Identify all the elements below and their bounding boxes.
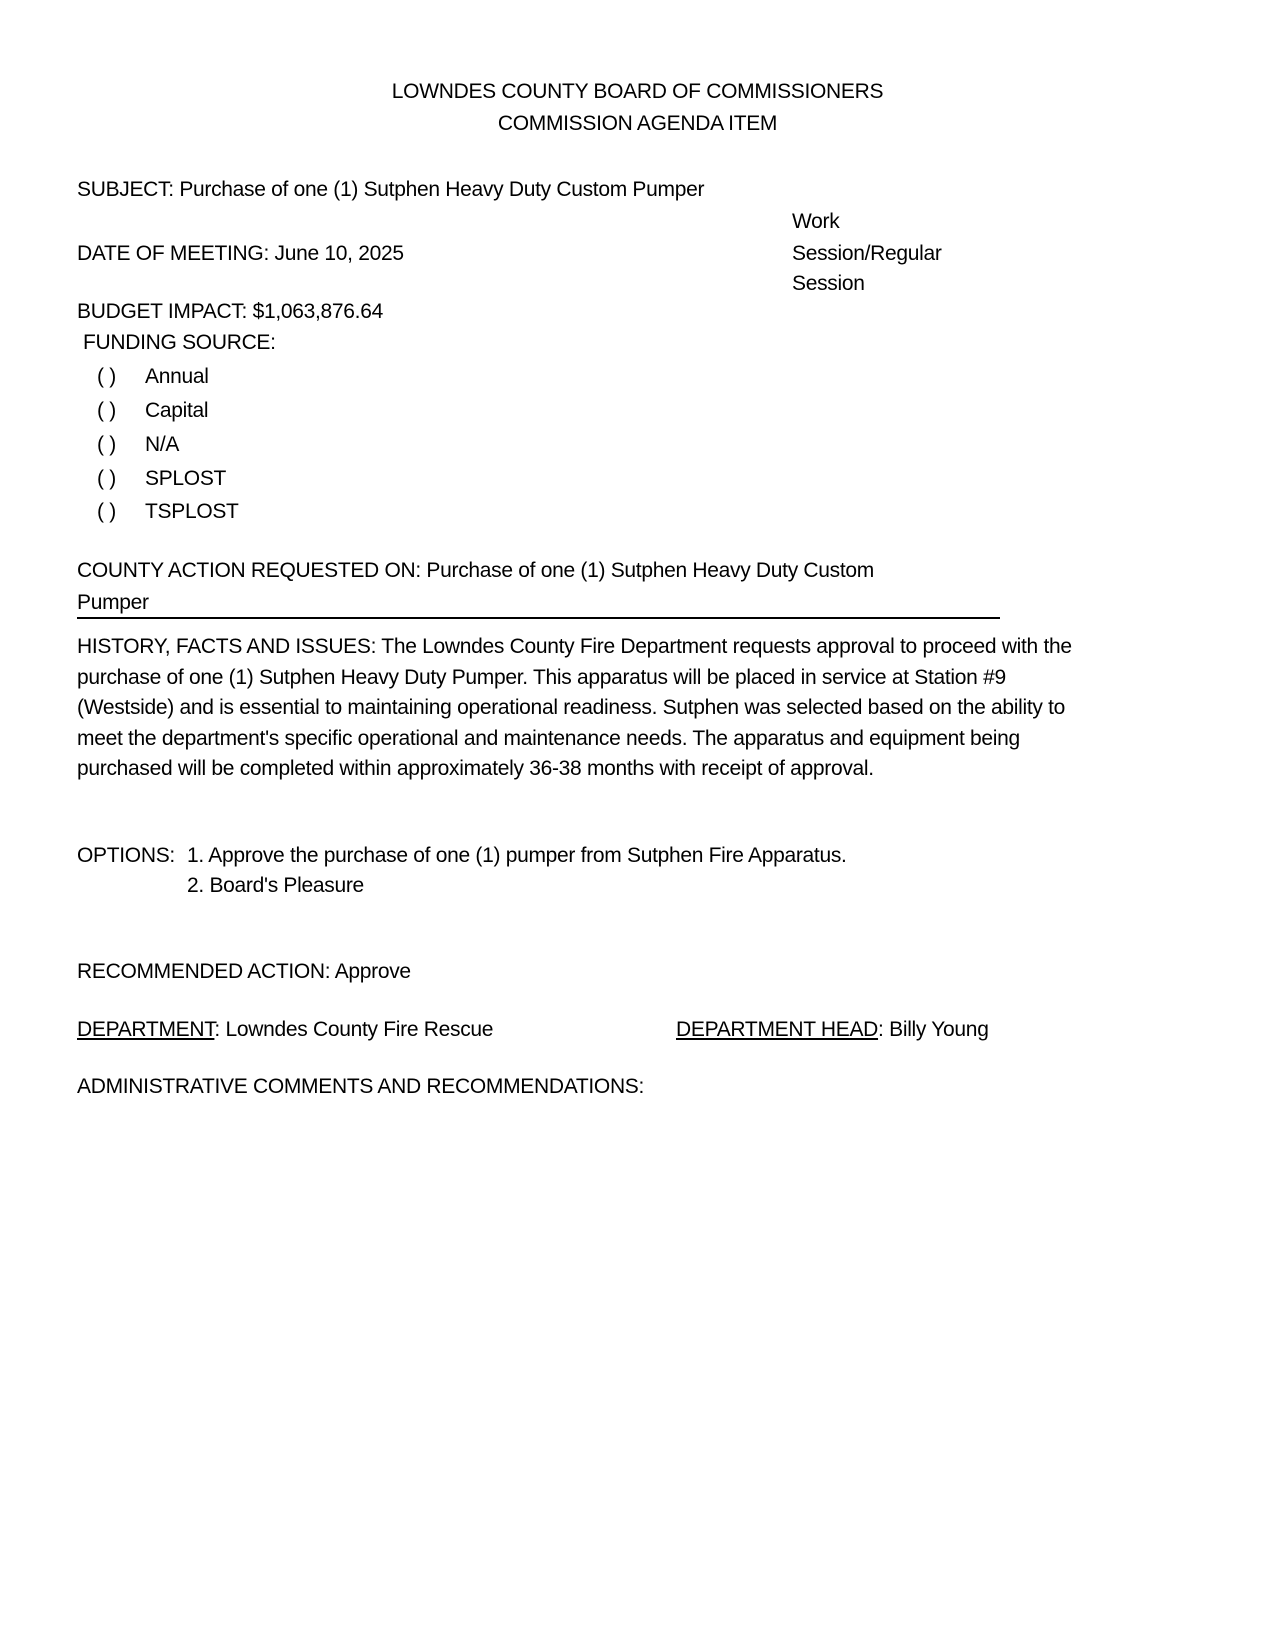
funding-option-mark: ( ) (97, 399, 116, 422)
county-action-line-1: COUNTY ACTION REQUESTED ON: Purchase of one (1) Sutphen Heavy Duty Custom (77, 559, 874, 582)
budget-impact: BUDGET IMPACT: $1,063,876.64 (77, 300, 383, 323)
options-label: OPTIONS: (77, 844, 175, 867)
date-of-meeting: DATE OF MEETING: June 10, 2025 (77, 242, 404, 265)
funding-option-mark: ( ) (97, 433, 116, 456)
funding-option-label: Annual (145, 365, 209, 388)
session-line-2: Session/Regular (792, 242, 942, 265)
section-divider (77, 617, 1000, 619)
funding-option-label: Capital (145, 399, 209, 422)
funding-option-mark: ( ) (97, 365, 116, 388)
department-head-label: DEPARTMENT HEAD (676, 1018, 879, 1041)
option-item: 1. Approve the purchase of one (1) pumper from Sutphen Fire Apparatus. (187, 844, 847, 867)
history-line: purchase of one (1) Sutphen Heavy Duty Pumper. This apparatus will be placed in service at Station #9 (77, 666, 1006, 689)
history-line: HISTORY, FACTS AND ISSUES: The Lowndes County Fire Department requests approval to proceed with the (77, 635, 1072, 658)
session-line-1: Work (792, 210, 840, 233)
recommended-action: RECOMMENDED ACTION: Approve (77, 960, 411, 983)
header-line-2: COMMISSION AGENDA ITEM (497, 112, 778, 135)
funding-option-label: TSPLOST (145, 500, 239, 523)
history-line: meet the department's specific operational and maintenance needs. The apparatus and equipment being (77, 727, 1020, 750)
county-action-line-2: Pumper (77, 591, 149, 614)
option-item: 2. Board's Pleasure (187, 874, 364, 897)
header-line-1: LOWNDES COUNTY BOARD OF COMMISSIONERS (391, 80, 884, 103)
session-line-3: Session (792, 272, 865, 295)
department (77, 1018, 493, 1042)
department-label: DEPARTMENT (77, 1018, 215, 1041)
history-line: (Westside) and is essential to maintaining operational readiness. Sutphen was selected based on the ability to (77, 696, 1066, 719)
subject: SUBJECT: Purchase of one (1) Sutphen Heavy Duty Custom Pumper (77, 178, 705, 201)
funding-option-mark: ( ) (97, 500, 116, 523)
funding-option-label: SPLOST (145, 467, 227, 490)
department-value: : Lowndes County Fire Rescue (214, 1018, 494, 1041)
admin-comments: ADMINISTRATIVE COMMENTS AND RECOMMENDATIONS: (77, 1075, 645, 1098)
history-line: purchased will be completed within approximately 36-38 months with receipt of approval. (77, 757, 874, 780)
funding-option-mark: ( ) (97, 467, 116, 490)
funding-option-label: N/A (145, 433, 180, 456)
department-head (676, 1018, 989, 1042)
department-head-value: : Billy Young (878, 1018, 989, 1041)
funding-source-label: FUNDING SOURCE: (83, 331, 276, 354)
